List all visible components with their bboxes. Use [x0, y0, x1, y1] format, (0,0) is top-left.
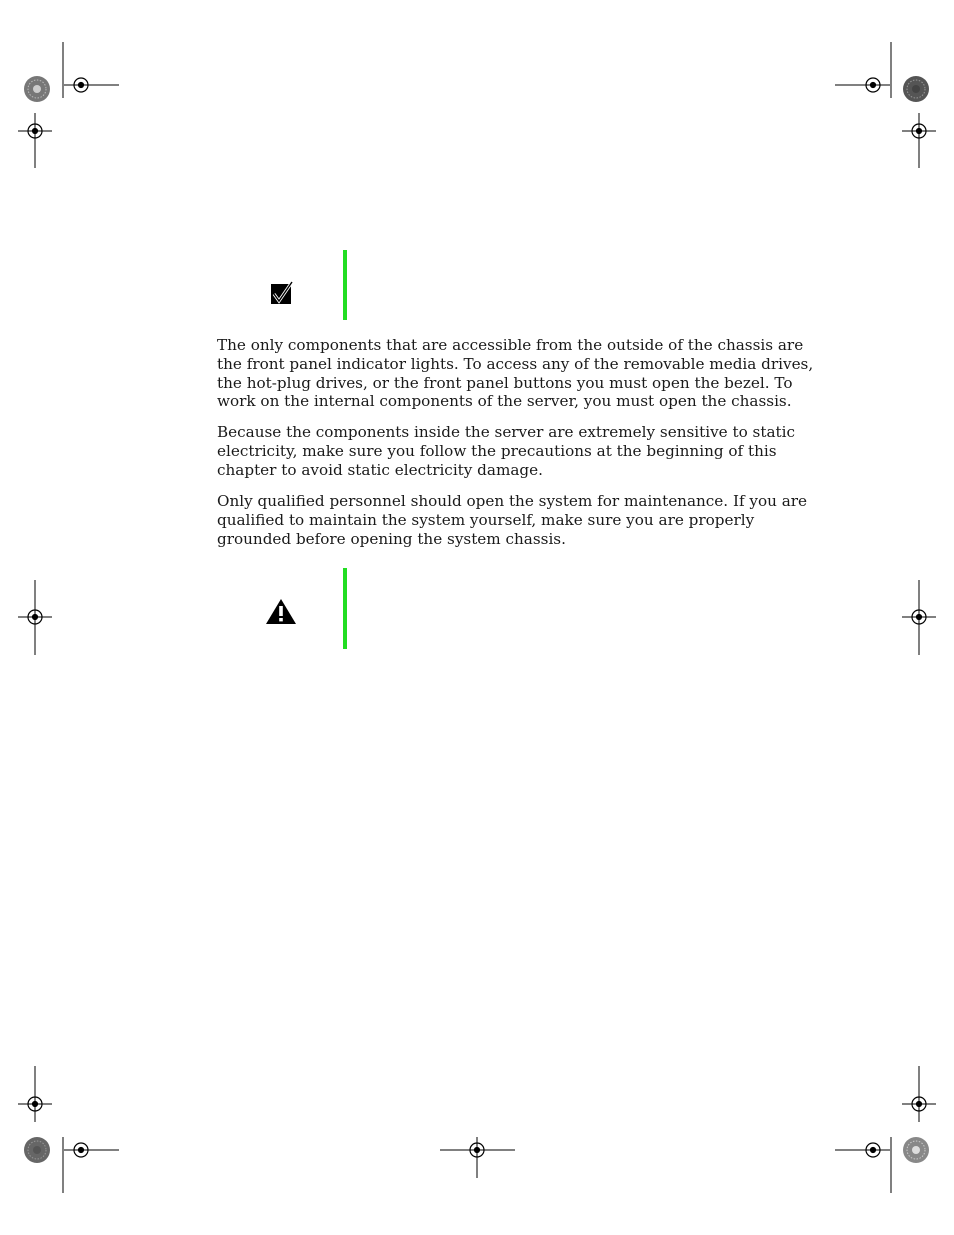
text-line: Because the components inside the server are extremely sensitive to static — [217, 423, 795, 441]
paragraph-static-electricity — [217, 423, 795, 479]
text-line: the hot-plug drives, or the front panel buttons you must open the bezel. To — [217, 373, 793, 392]
text-line: electricity, make sure you follow the precautions at the beginning of this — [217, 441, 777, 460]
text-line: Only qualified personnel should open the system for maintenance. If you are — [217, 492, 808, 510]
note-callout-bar — [343, 250, 347, 320]
paragraph-accessible-components — [217, 336, 814, 411]
text-line: qualified to maintain the system yourself, make sure you are properly — [217, 510, 755, 529]
warning-triangle-icon — [265, 598, 297, 626]
text-line: The only components that are accessible from the outside of the chassis are — [217, 336, 804, 354]
text-line: chapter to avoid static electricity damage. — [217, 460, 543, 479]
text-line: work on the internal components of the server, you must open the chassis. — [217, 392, 792, 411]
text-line: grounded before opening the system chassis. — [217, 529, 566, 548]
caution-callout-bar — [343, 568, 347, 649]
paragraph-qualified-personnel — [217, 492, 808, 548]
text-line: the front panel indicator lights. To access any of the removable media drives, — [217, 354, 814, 373]
checkmark-icon — [270, 281, 294, 305]
